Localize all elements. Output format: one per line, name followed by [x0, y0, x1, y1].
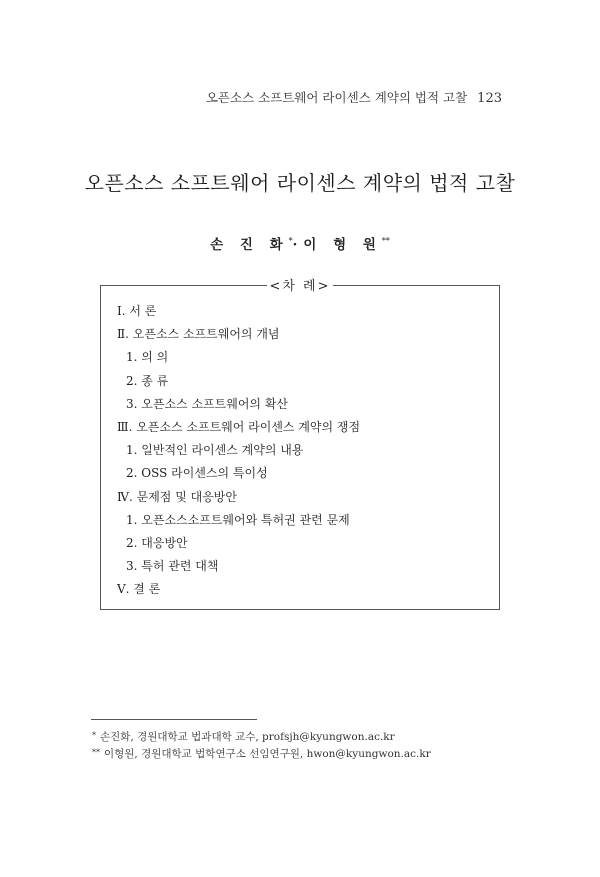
paper-title: 오픈소스 소프트웨어 라이센스 계약의 법적 고찰 — [84, 171, 516, 195]
toc-subsection-2-2: 2. 종 류 — [126, 373, 169, 388]
toc-subsection-3-1: 1. 일반적인 라이센스 계약의 내용 — [126, 443, 304, 458]
toc-section-3: Ⅲ. 오픈소스 소프트웨어 라이센스 계약의 쟁점 — [117, 419, 361, 434]
toc-section-2: Ⅱ. 오픈소스 소프트웨어의 개념 — [117, 327, 280, 342]
footnote-1-mark: * — [92, 731, 96, 740]
author-2-footnote-mark: ** — [381, 236, 390, 246]
toc-subsection-2-3: 3. 오픈소스 소프트웨어의 확산 — [126, 396, 288, 411]
toc-list — [117, 300, 360, 601]
toc-subsection-4-3: 3. 특허 관련 대책 — [126, 559, 219, 574]
author-line — [0, 233, 600, 253]
toc-subsection-2-1: 1. 의 의 — [126, 350, 169, 365]
toc-section-1: Ⅰ. 서 론 — [117, 304, 157, 318]
toc-section-4: Ⅳ. 문제점 및 대응방안 — [117, 489, 237, 504]
page-number: 123 — [477, 91, 502, 106]
footnote-2-text: 이형원, 경원대학교 법학연구소 선임연구원, hwon@kyungwon.ac.kr — [104, 748, 431, 760]
footnote-divider — [91, 719, 257, 720]
author-1-footnote-mark: * — [288, 236, 293, 246]
running-head-title: 오픈소스 소프트웨어 라이센스 계약의 법적 고찰 — [205, 90, 468, 105]
author-1: 손 진 화 — [210, 237, 289, 253]
author-2: 이 형 원 — [303, 237, 382, 253]
footnote-1-text: 손진화, 경원대학교 법과대학 교수, profsjh@kyungwon.ac.kr — [100, 731, 395, 743]
author-separator: · — [292, 237, 304, 253]
toc-subsection-4-1: 1. 오픈소스소프트웨어와 특허권 관련 문제 — [126, 512, 350, 527]
footnote-1 — [92, 728, 431, 745]
toc-subsection-4-2: 2. 대응방안 — [126, 535, 188, 550]
toc-subsection-3-2: 2. OSS 라이센스의 특이성 — [126, 466, 268, 481]
toc-caption — [0, 275, 600, 294]
footnote-2 — [92, 745, 431, 762]
footnotes — [92, 728, 431, 762]
toc-caption-label: <차 례> — [269, 279, 331, 294]
toc-section-5: Ⅴ. 결 론 — [117, 582, 161, 597]
running-head — [206, 88, 502, 106]
footnote-2-mark: ** — [92, 748, 100, 757]
